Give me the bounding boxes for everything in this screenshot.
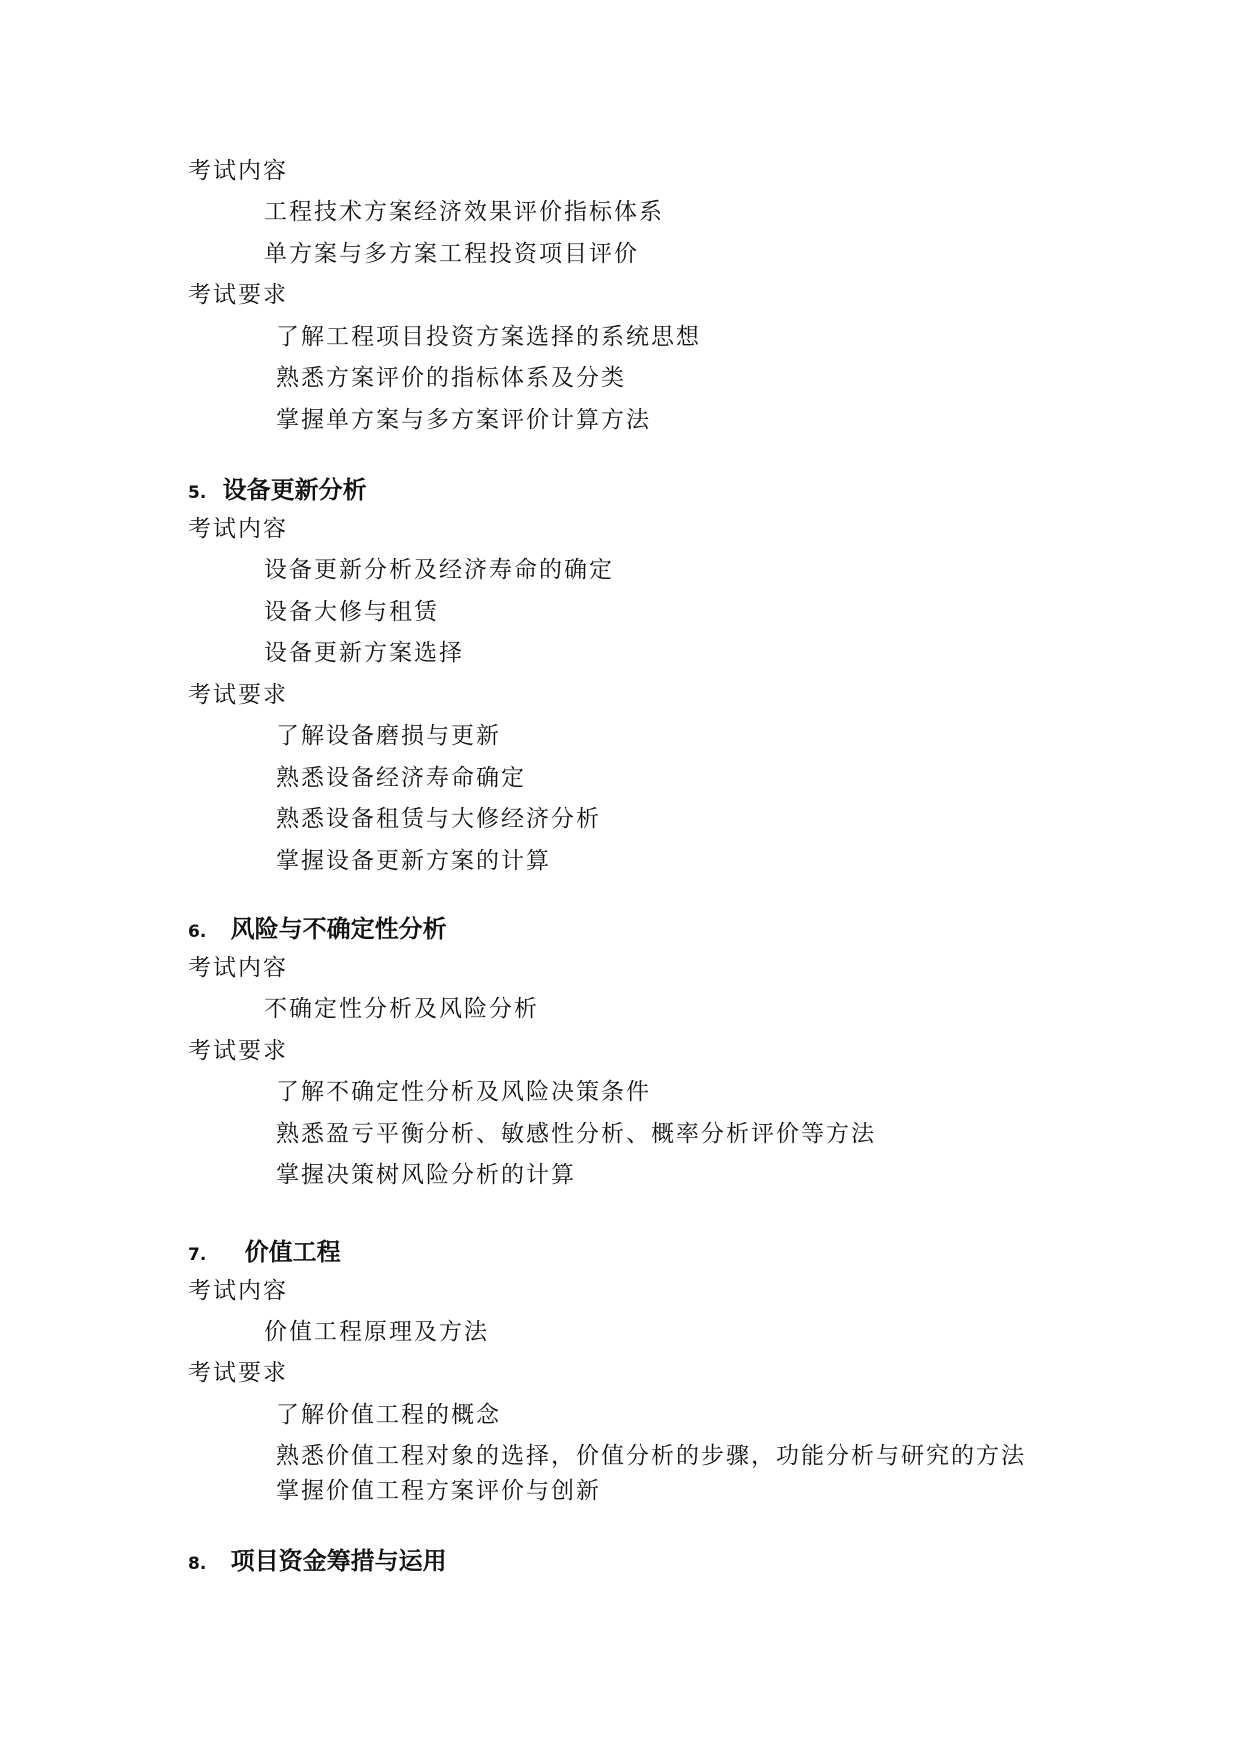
content-item: 工程技术方案经济效果评价指标体系 — [264, 199, 664, 225]
section-number: 7. — [188, 1245, 207, 1265]
content-item: 单方案与多方案工程投资项目评价 — [264, 241, 639, 267]
section-number: 5. — [188, 483, 207, 503]
exam-requirement-label: 考试要求 — [188, 1038, 288, 1064]
section-heading-7 — [188, 1238, 341, 1269]
section-number: 8. — [188, 1554, 207, 1574]
content-item: 价值工程原理及方法 — [264, 1319, 489, 1345]
exam-requirement-label: 考试要求 — [188, 1360, 288, 1386]
exam-requirement-label: 考试要求 — [188, 682, 288, 708]
content-item: 设备更新方案选择 — [264, 640, 464, 666]
requirement-item: 掌握决策树风险分析的计算 — [276, 1162, 576, 1188]
exam-content-label: 考试内容 — [188, 158, 288, 184]
section-title: 风险与不确定性分析 — [230, 915, 447, 943]
section-title: 项目资金筹措与运用 — [230, 1547, 447, 1575]
exam-content-label: 考试内容 — [188, 955, 288, 981]
content-item: 设备大修与租赁 — [264, 599, 439, 625]
requirement-item: 了解不确定性分析及风险决策条件 — [276, 1079, 651, 1105]
requirement-item: 了解工程项目投资方案选择的系统思想 — [276, 324, 701, 350]
requirement-item: 了解设备磨损与更新 — [276, 723, 501, 749]
requirement-item: 熟悉方案评价的指标体系及分类 — [276, 365, 626, 391]
requirement-item: 熟悉设备租赁与大修经济分析 — [276, 806, 601, 832]
exam-requirement-label: 考试要求 — [188, 282, 288, 308]
section-heading-5 — [188, 476, 367, 507]
section-heading-6 — [188, 915, 447, 946]
requirement-item: 掌握单方案与多方案评价计算方法 — [276, 407, 651, 433]
requirement-item: 掌握设备更新方案的计算 — [276, 848, 551, 874]
content-item: 不确定性分析及风险分析 — [264, 996, 539, 1022]
requirement-item: 了解价值工程的概念 — [276, 1402, 501, 1428]
requirement-item: 熟悉盈亏平衡分析、敏感性分析、概率分析评价等方法 — [276, 1121, 876, 1147]
section-heading-8 — [188, 1547, 447, 1578]
section-title: 价值工程 — [244, 1238, 341, 1266]
requirement-item: 熟悉设备经济寿命确定 — [276, 765, 526, 791]
requirement-item: 掌握价值工程方案评价与创新 — [276, 1478, 601, 1504]
exam-content-label: 考试内容 — [188, 1278, 288, 1304]
requirement-item: 熟悉价值工程对象的选择，价值分析的步骤，功能分析与研究的方法 — [276, 1443, 1026, 1469]
section-title: 设备更新分析 — [222, 476, 367, 504]
section-number: 6. — [188, 922, 207, 942]
exam-content-label: 考试内容 — [188, 516, 288, 542]
content-item: 设备更新分析及经济寿命的确定 — [264, 557, 614, 583]
